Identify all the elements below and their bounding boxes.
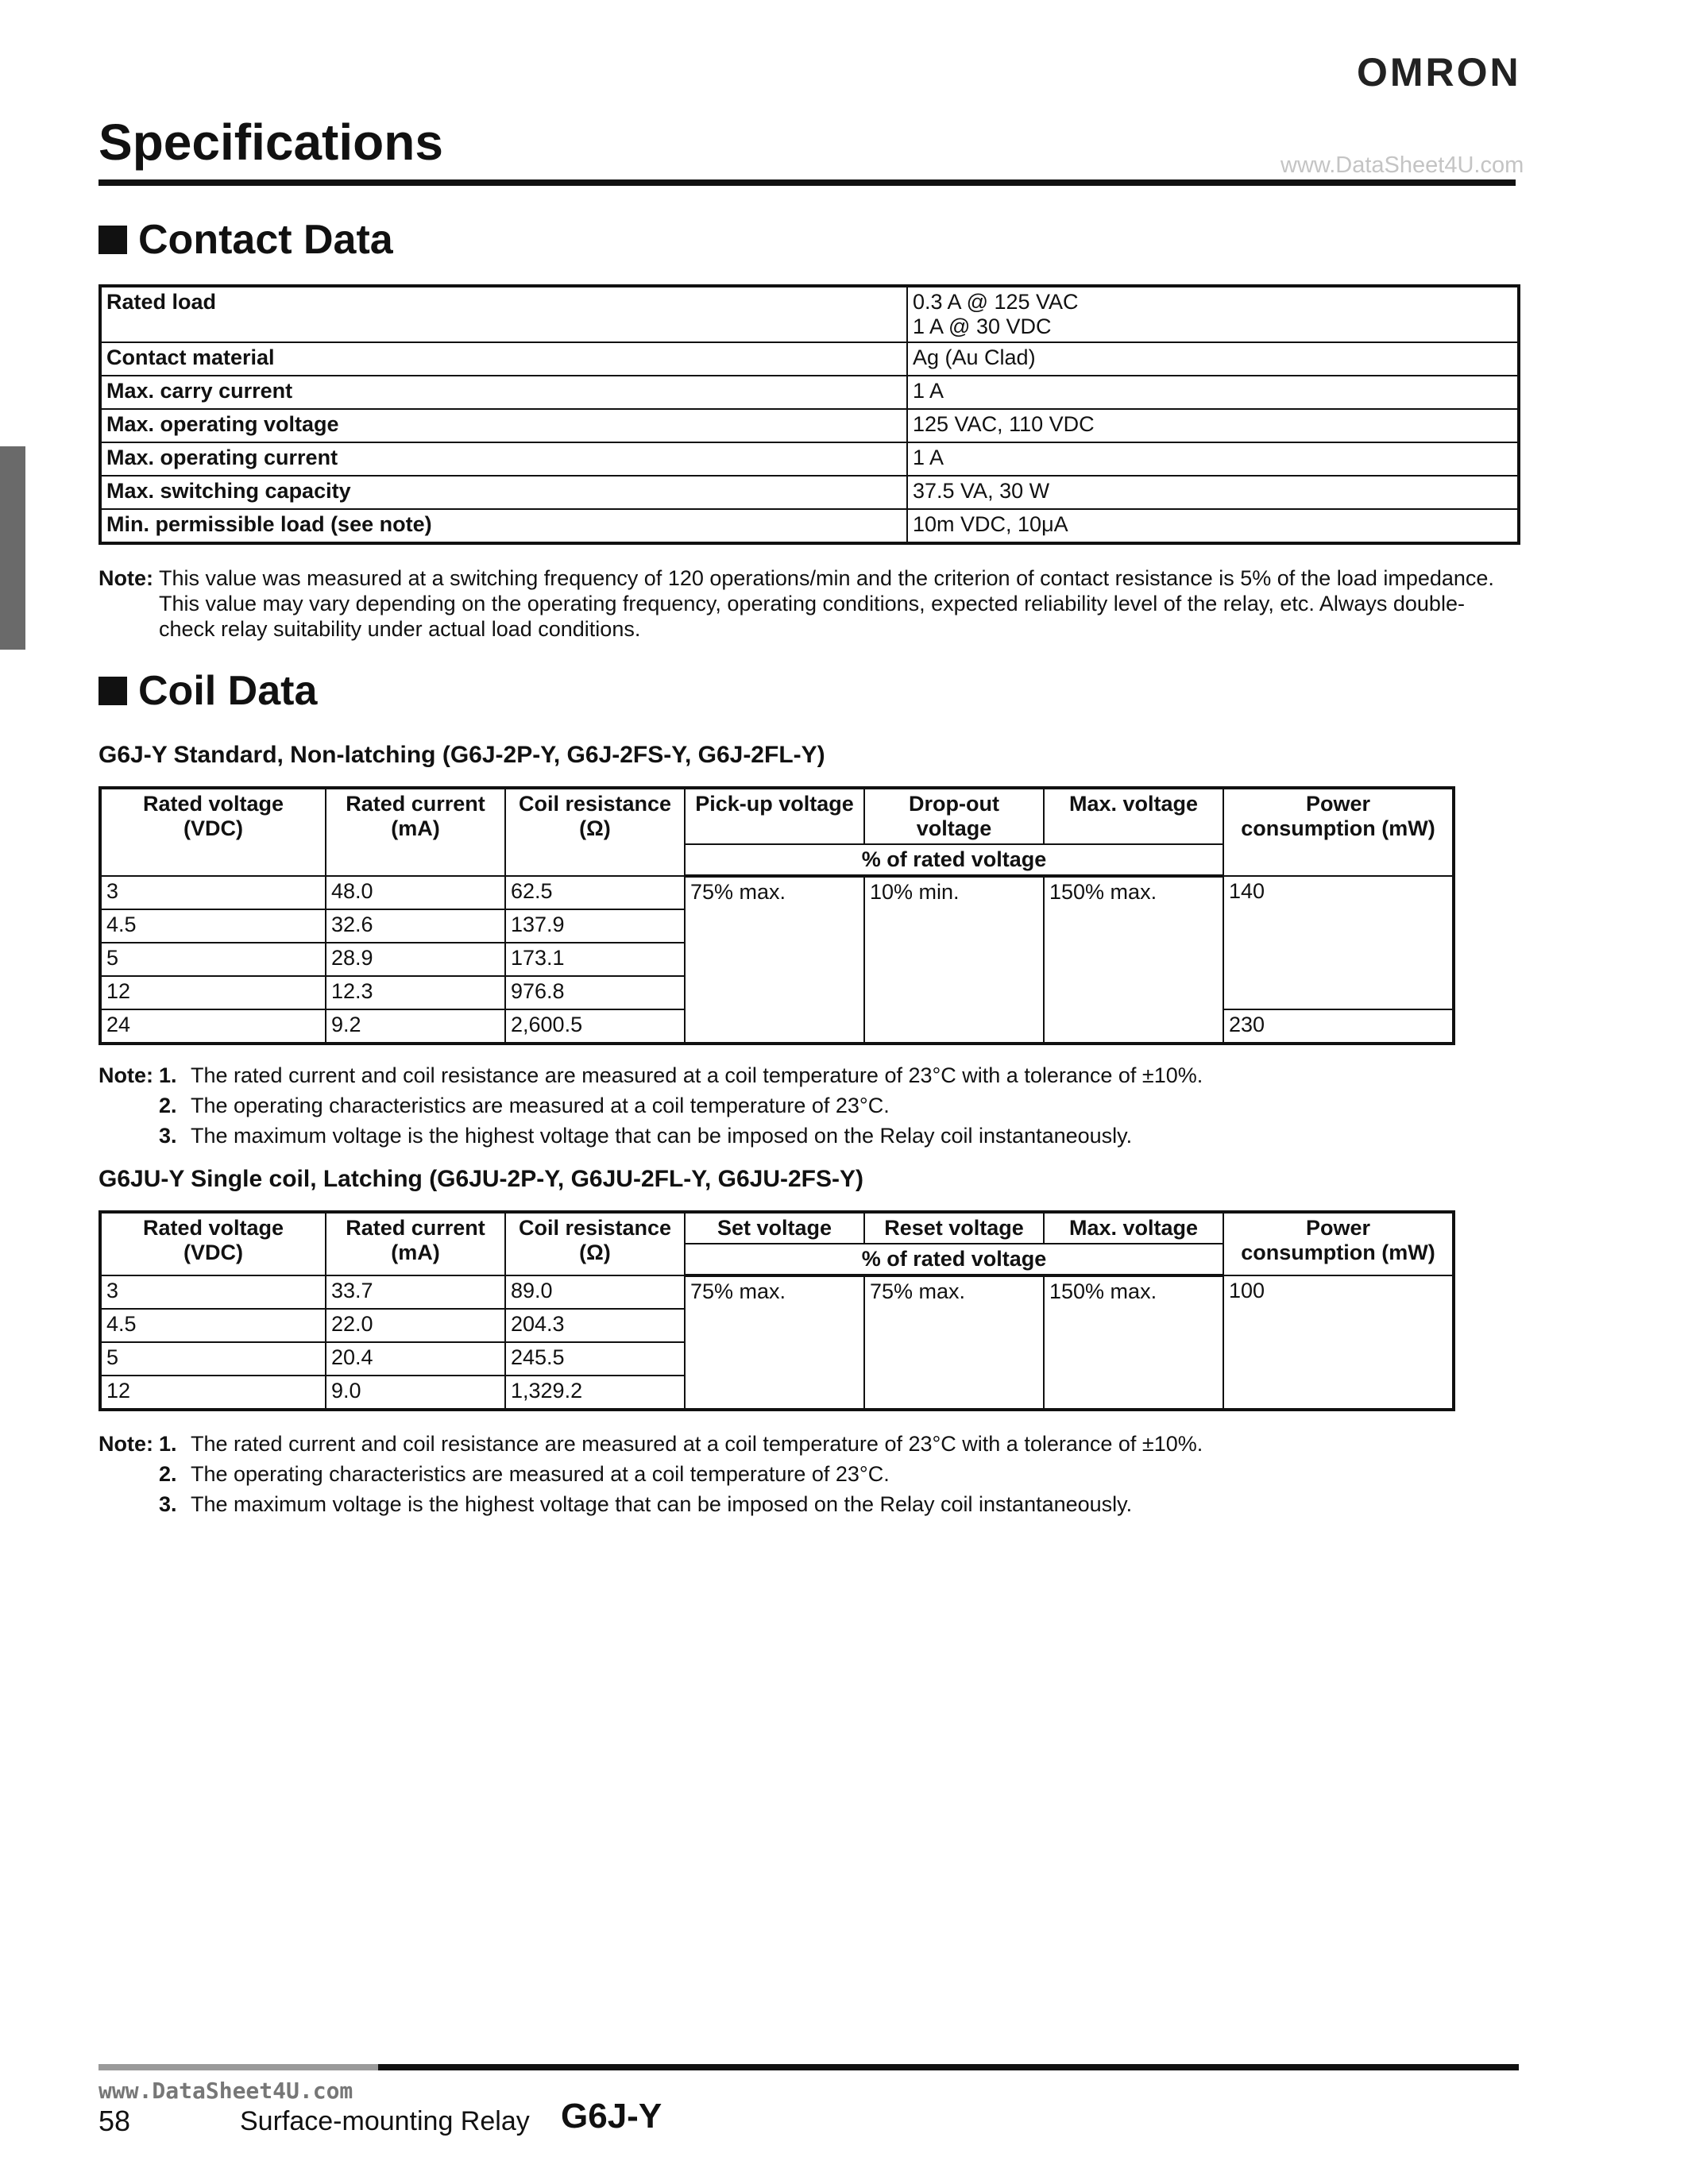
cell-resistance: 62.5	[505, 876, 685, 909]
latching-coil-table	[98, 1210, 1455, 1411]
table-row	[100, 342, 1519, 376]
col-rated-current: Rated current (mA)	[326, 1212, 505, 1275]
cell-resistance: 173.1	[505, 943, 685, 976]
cell-set-voltage: 75% max.	[685, 1275, 864, 1410]
footer-label: Surface-mounting Relay	[240, 2106, 530, 2136]
note-number: 3.	[159, 1492, 177, 1516]
cell-resistance: 89.0	[505, 1275, 685, 1309]
table-row	[100, 409, 1519, 442]
cell-current: 28.9	[326, 943, 505, 976]
note-number: 1.	[159, 1432, 177, 1456]
page-title: Specifications	[98, 114, 443, 171]
cell-max-voltage: 150% max.	[1044, 876, 1223, 1044]
coil-data-heading	[98, 667, 317, 715]
contact-value: Ag (Au Clad)	[907, 342, 1519, 376]
contact-data-heading-text: Contact Data	[138, 217, 393, 263]
contact-label: Rated load	[100, 286, 907, 342]
footer-watermark: www.DataSheet4U.com	[98, 2078, 353, 2104]
contact-label: Max. operating voltage	[100, 409, 907, 442]
col-power-consumption: Power consumption (mW)	[1223, 1212, 1454, 1275]
latching-coil-subheading: G6JU-Y Single coil, Latching (G6JU-2P-Y, G6JU-2FL-Y, G6JU-2FS-Y)	[98, 1166, 863, 1192]
col-coil-resistance: Coil resistance (Ω)	[505, 788, 685, 876]
contact-data-heading	[98, 216, 393, 264]
cell-reset-voltage: 75% max.	[864, 1275, 1044, 1410]
cell-current: 48.0	[326, 876, 505, 909]
table-row	[100, 376, 1519, 409]
contact-value-line: 1 A @ 30 VDC	[913, 314, 1052, 338]
col-rated-current: Rated current (mA)	[326, 788, 505, 876]
col-set-voltage: Set voltage	[685, 1212, 864, 1244]
note-number: 3.	[159, 1124, 177, 1148]
cell-max-voltage: 150% max.	[1044, 1275, 1223, 1410]
col-reset-voltage: Reset voltage	[864, 1212, 1044, 1244]
cell-voltage: 3	[100, 1275, 326, 1309]
note-label: Note:	[98, 1432, 153, 1456]
contact-value: 10m VDC, 10μA	[907, 509, 1519, 543]
contact-label: Max. switching capacity	[100, 476, 907, 509]
cell-resistance: 137.9	[505, 909, 685, 943]
col-rated-voltage: Rated voltage (VDC)	[100, 788, 326, 876]
footer-rule	[378, 2064, 1519, 2070]
footer-rule-grey	[98, 2064, 378, 2070]
cell-current: 20.4	[326, 1342, 505, 1376]
square-bullet-icon	[98, 677, 127, 705]
cell-power: 230	[1223, 1009, 1454, 1044]
col-max-voltage: Max. voltage	[1044, 788, 1223, 844]
col-dropout-voltage: Drop-out voltage	[864, 788, 1044, 844]
cell-resistance: 2,600.5	[505, 1009, 685, 1044]
note-label: Note:	[98, 566, 153, 590]
cell-current: 9.2	[326, 1009, 505, 1044]
watermark: www.DataSheet4U.com	[1280, 152, 1524, 178]
note-text: This value may vary depending on the operating frequency, operating conditions, expected reliability level of the relay, etc. Always double-	[159, 592, 1465, 615]
footer-product-name: G6J-Y	[561, 2097, 662, 2136]
cell-resistance: 976.8	[505, 976, 685, 1009]
standard-coil-table	[98, 786, 1455, 1045]
coil-data-heading-text: Coil Data	[138, 668, 318, 714]
table-row	[100, 876, 1454, 909]
table-row	[100, 509, 1519, 543]
cell-power: 100	[1223, 1275, 1454, 1410]
note-text: The rated current and coil resistance are measured at a coil temperature of 23°C with a tolerance of ±10%.	[191, 1432, 1203, 1456]
col-percent-rated-voltage: % of rated voltage	[685, 1244, 1223, 1275]
note-number: 2.	[159, 1094, 177, 1117]
note-number: 1.	[159, 1063, 177, 1087]
note-text: The maximum voltage is the highest voltage that can be imposed on the Relay coil instantaneously.	[191, 1124, 1133, 1148]
square-bullet-icon	[98, 226, 127, 254]
cell-voltage: 5	[100, 943, 326, 976]
cell-voltage: 4.5	[100, 909, 326, 943]
cell-current: 33.7	[326, 1275, 505, 1309]
cell-voltage: 12	[100, 976, 326, 1009]
contact-value: 1 A	[907, 376, 1519, 409]
col-coil-resistance: Coil resistance (Ω)	[505, 1212, 685, 1275]
cell-voltage: 5	[100, 1342, 326, 1376]
cell-resistance: 245.5	[505, 1342, 685, 1376]
note-number: 2.	[159, 1462, 177, 1486]
note-text: The maximum voltage is the highest voltage that can be imposed on the Relay coil instantaneously.	[191, 1492, 1133, 1516]
table-row	[100, 442, 1519, 476]
table-header-row	[100, 788, 1454, 844]
note-text: The rated current and coil resistance are measured at a coil temperature of 23°C with a tolerance of ±10%.	[191, 1063, 1203, 1087]
contact-value	[907, 286, 1519, 342]
contact-data-table	[98, 284, 1520, 545]
col-max-voltage: Max. voltage	[1044, 1212, 1223, 1244]
cell-voltage: 4.5	[100, 1309, 326, 1342]
contact-label: Contact material	[100, 342, 907, 376]
cell-power: 140	[1223, 876, 1454, 1009]
latching-coil-notes	[98, 1431, 1520, 1517]
note-label: Note:	[98, 1063, 153, 1087]
col-power-consumption: Power consumption (mW)	[1223, 788, 1454, 876]
col-percent-rated-voltage: % of rated voltage	[685, 844, 1223, 876]
cell-pickup: 75% max.	[685, 876, 864, 1044]
cell-resistance: 204.3	[505, 1309, 685, 1342]
contact-value: 37.5 VA, 30 W	[907, 476, 1519, 509]
cell-voltage: 24	[100, 1009, 326, 1044]
contact-label: Max. operating current	[100, 442, 907, 476]
cell-current: 12.3	[326, 976, 505, 1009]
contact-value: 125 VAC, 110 VDC	[907, 409, 1519, 442]
page-number: 58	[98, 2105, 131, 2137]
cell-current: 9.0	[326, 1376, 505, 1410]
col-pickup-voltage: Pick-up voltage	[685, 788, 864, 844]
note-text: The operating characteristics are measured at a coil temperature of 23°C.	[191, 1462, 890, 1486]
cell-voltage: 12	[100, 1376, 326, 1410]
table-row	[100, 1275, 1454, 1309]
note-text: The operating characteristics are measured at a coil temperature of 23°C.	[191, 1094, 890, 1117]
col-rated-voltage: Rated voltage (VDC)	[100, 1212, 326, 1275]
cell-voltage: 3	[100, 876, 326, 909]
contact-note	[98, 565, 1520, 642]
contact-label: Min. permissible load (see note)	[100, 509, 907, 543]
contact-value-line: 0.3 A @ 125 VAC	[913, 290, 1079, 314]
standard-coil-subheading: G6J-Y Standard, Non-latching (G6J-2P-Y, G6J-2FS-Y, G6J-2FL-Y)	[98, 742, 825, 768]
contact-label: Max. carry current	[100, 376, 907, 409]
title-rule	[98, 179, 1516, 186]
contact-value: 1 A	[907, 442, 1519, 476]
cell-current: 22.0	[326, 1309, 505, 1342]
cell-resistance: 1,329.2	[505, 1376, 685, 1410]
table-row	[100, 476, 1519, 509]
table-header-row	[100, 1212, 1454, 1244]
note-text: check relay suitability under actual load conditions.	[159, 617, 641, 641]
note-text: This value was measured at a switching frequency of 120 operations/min and the criterion of contact resistance is 5% of the load impedance.	[159, 566, 1494, 590]
brand-logo: OMRON	[1357, 50, 1521, 95]
cell-dropout: 10% min.	[864, 876, 1044, 1044]
table-row	[100, 286, 1519, 342]
standard-coil-notes	[98, 1063, 1520, 1148]
cell-current: 32.6	[326, 909, 505, 943]
side-tab-marker	[0, 446, 25, 650]
